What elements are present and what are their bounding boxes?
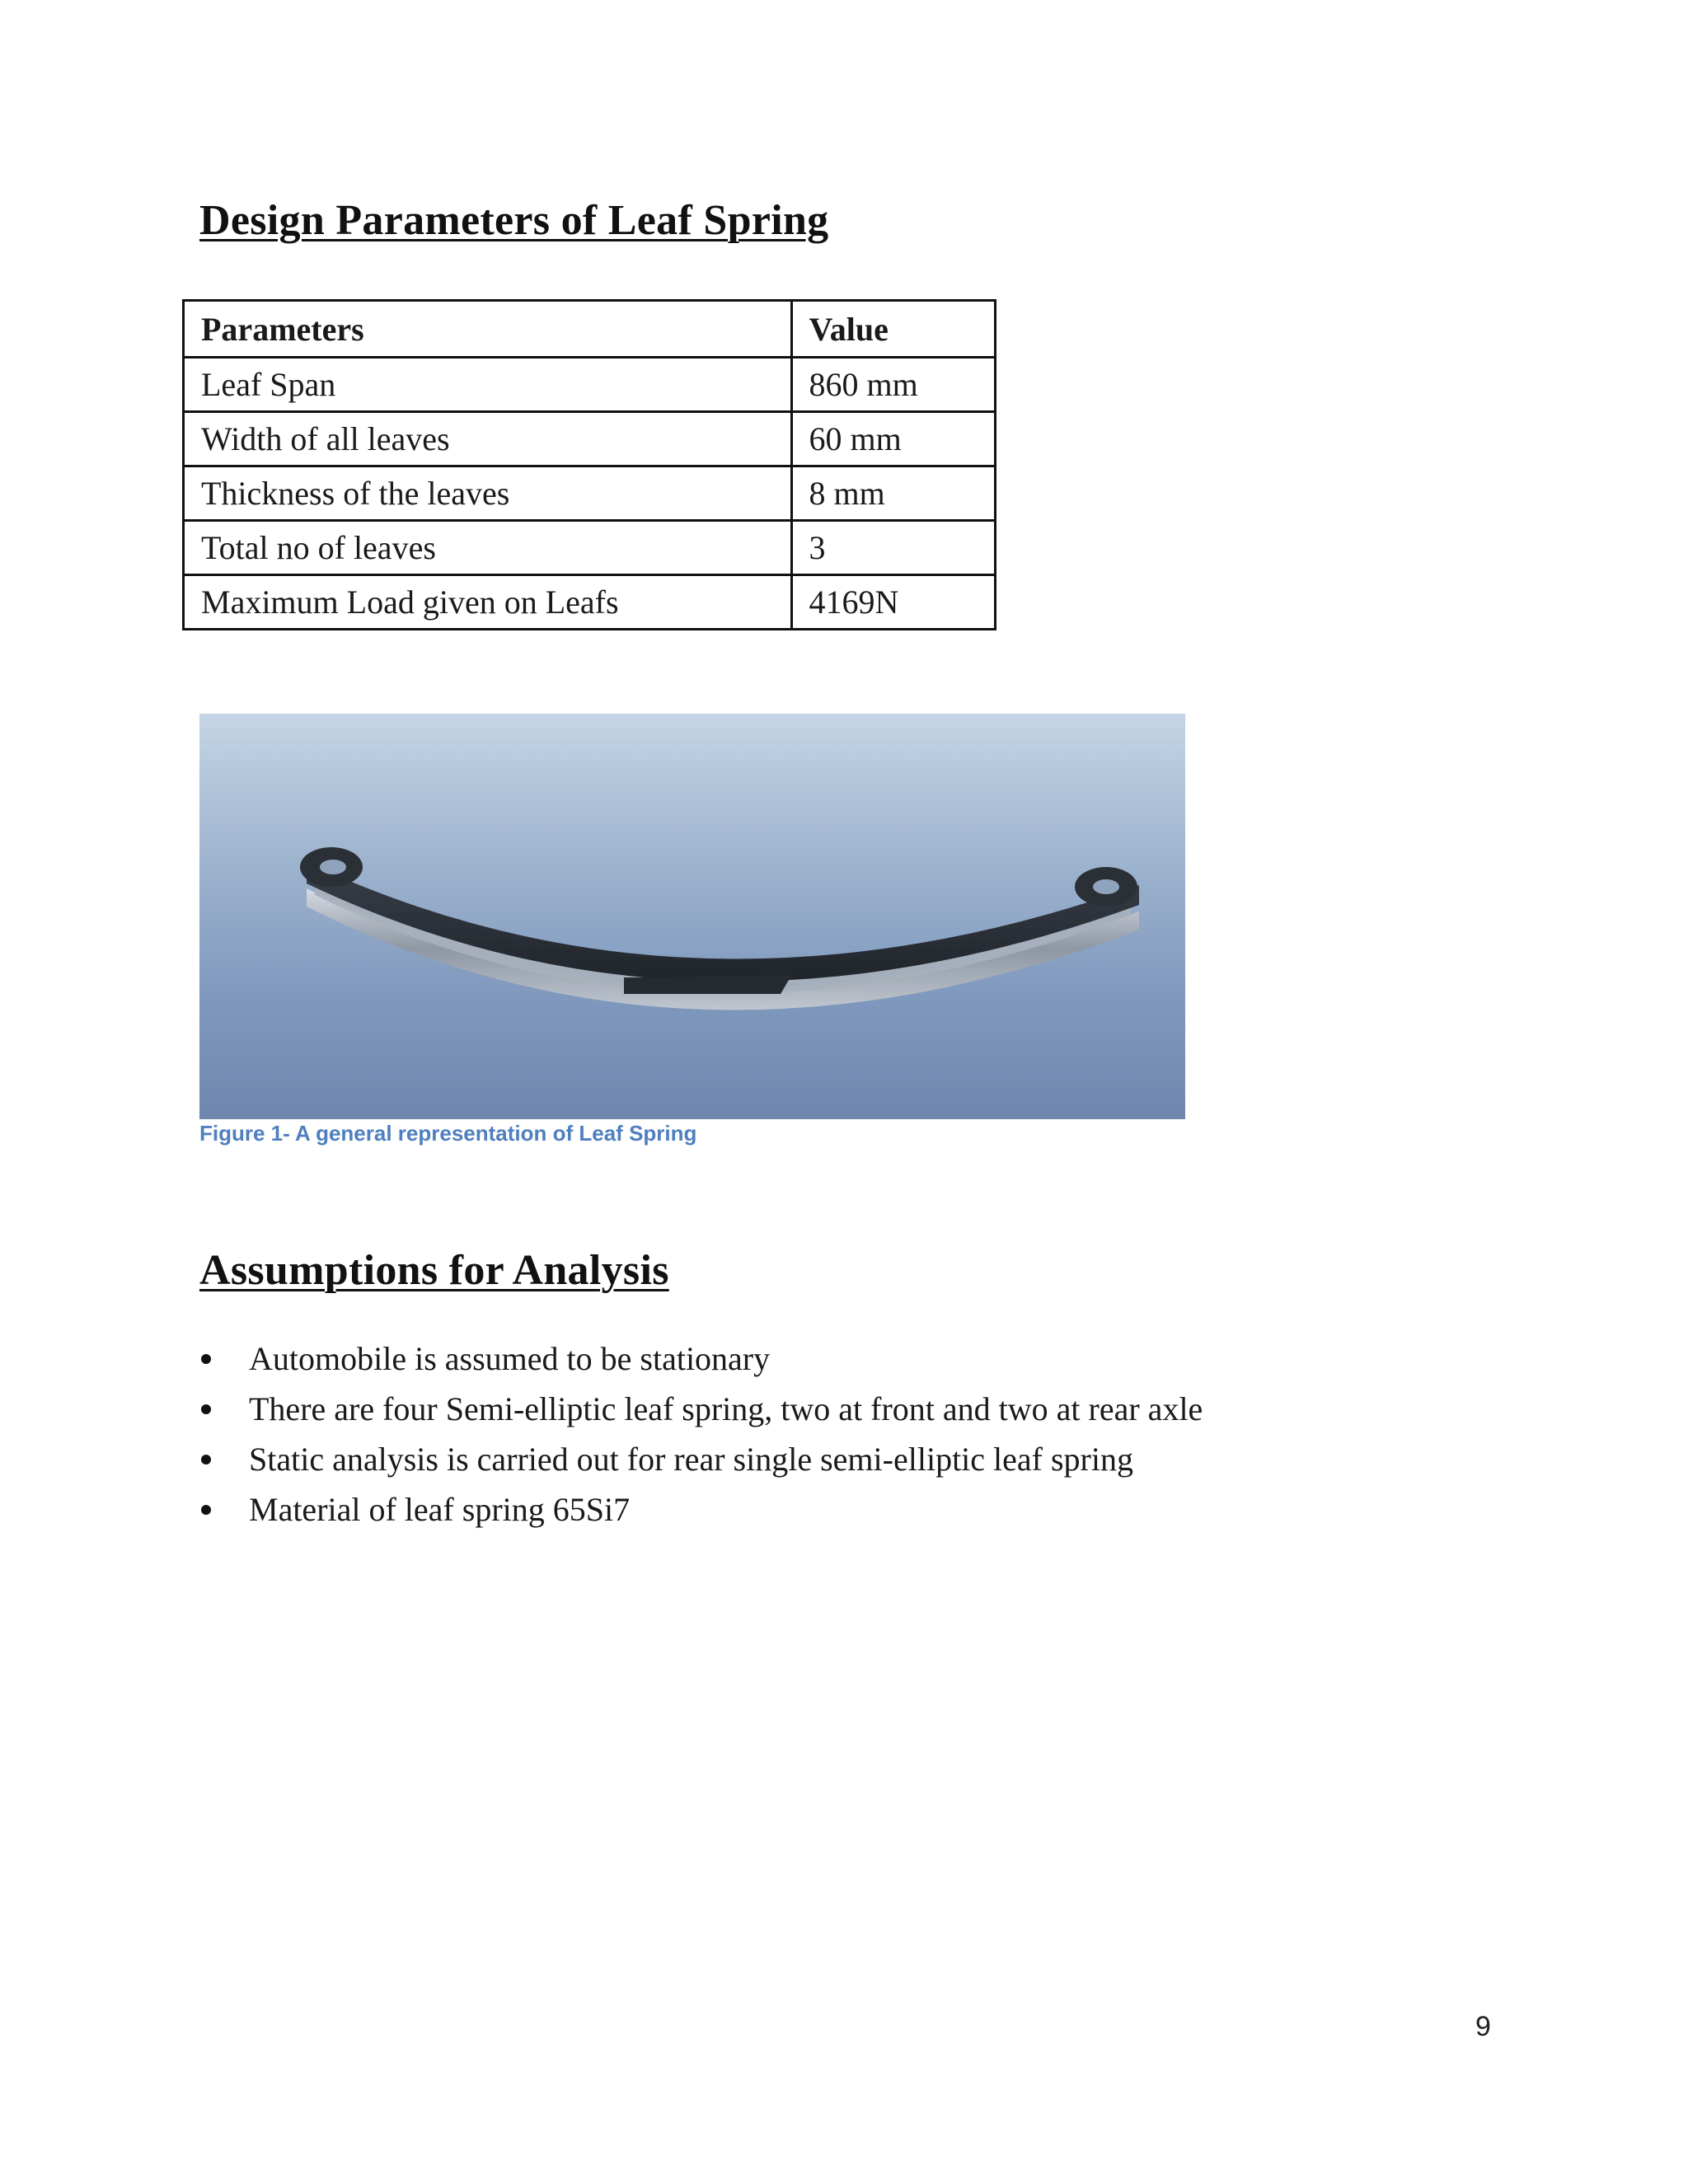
bullet-icon <box>201 1404 211 1414</box>
table-header-row <box>184 301 996 358</box>
table-cell-value: 60 mm <box>791 412 995 466</box>
table-row <box>184 466 996 521</box>
table-row <box>184 412 996 466</box>
table-row <box>184 358 996 412</box>
table-cell-parameter: Leaf Span <box>184 358 792 412</box>
table-cell-parameter: Total no of leaves <box>184 521 792 575</box>
leaf-spring-figure <box>199 714 1185 1119</box>
assumptions-list <box>199 1333 1203 1535</box>
table-cell-value: 3 <box>791 521 995 575</box>
table-header-value: Value <box>791 301 995 358</box>
table-cell-parameter: Maximum Load given on Leafs <box>184 575 792 630</box>
list-item-text: Material of leaf spring 65Si7 <box>249 1491 631 1528</box>
bullet-icon <box>201 1455 211 1465</box>
table-cell-parameter: Width of all leaves <box>184 412 792 466</box>
list-item-text: There are four Semi-elliptic leaf spring, two at front and two at rear axle <box>249 1390 1203 1427</box>
table-row <box>184 521 996 575</box>
list-item-text: Automobile is assumed to be stationary <box>249 1340 771 1377</box>
figure-caption: Figure 1- A general representation of Leaf Spring <box>199 1121 697 1146</box>
leaf-spring-illustration <box>199 714 1185 1119</box>
table-cell-value: 4169N <box>791 575 995 630</box>
table-row <box>184 575 996 630</box>
section-heading-assumptions: Assumptions for Analysis <box>199 1247 669 1294</box>
section-heading-design-parameters: Design Parameters of Leaf Spring <box>199 197 829 244</box>
list-item <box>199 1333 1203 1384</box>
bullet-icon <box>201 1354 211 1364</box>
table-cell-parameter: Thickness of the leaves <box>184 466 792 521</box>
table-cell-value: 8 mm <box>791 466 995 521</box>
list-item <box>199 1434 1203 1484</box>
list-item-text: Static analysis is carried out for rear single semi-elliptic leaf spring <box>249 1441 1133 1478</box>
list-item <box>199 1484 1203 1535</box>
list-item <box>199 1384 1203 1434</box>
design-parameters-table <box>182 299 996 630</box>
page-number: 9 <box>1475 2011 1491 2042</box>
table-header-parameters: Parameters <box>184 301 792 358</box>
bullet-icon <box>201 1505 211 1515</box>
table-cell-value: 860 mm <box>791 358 995 412</box>
